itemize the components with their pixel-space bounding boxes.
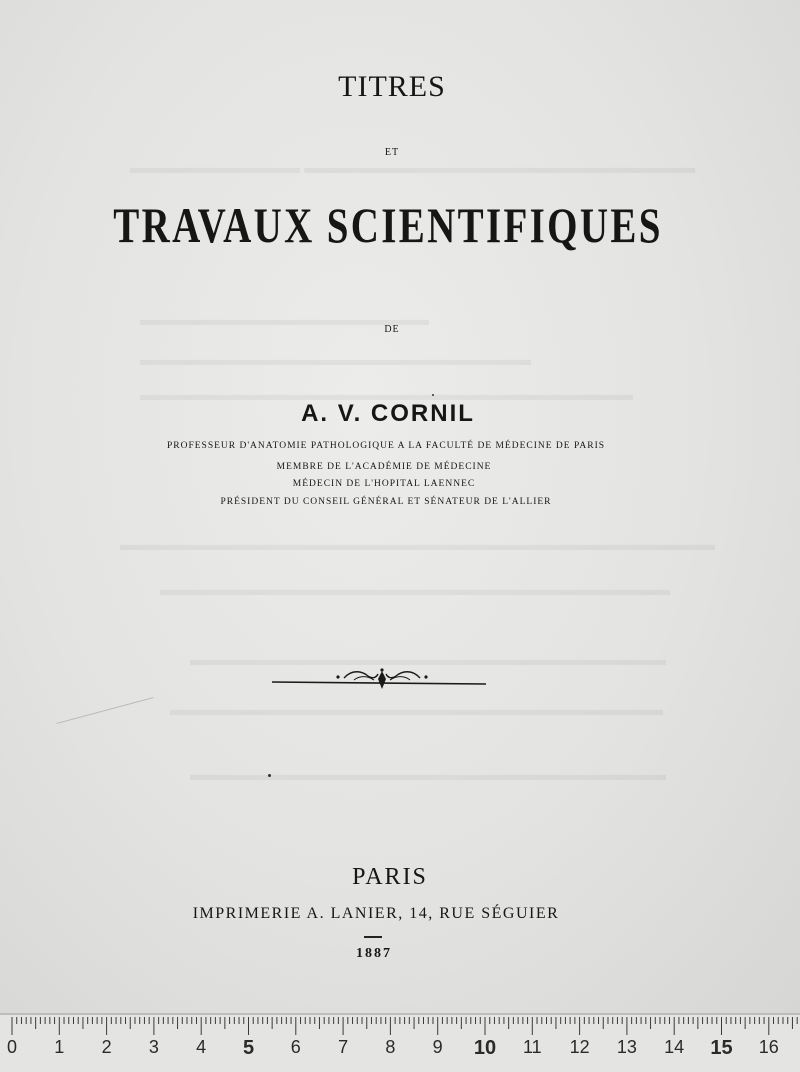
ruler-label: 12 <box>569 1037 590 1057</box>
ink-speck <box>268 774 271 777</box>
title-line-1: TITRES <box>338 70 446 103</box>
ruler-label: 16 <box>758 1037 779 1057</box>
ruler-label: 13 <box>616 1037 637 1057</box>
title-line-2: TRAVAUX SCIENTIFIQUES <box>113 197 663 253</box>
ruler-label: 2 <box>101 1037 112 1057</box>
publication-city: PARIS <box>352 864 428 890</box>
author-name: A. V. CORNIL <box>301 400 475 427</box>
ruler-label: 1 <box>54 1037 65 1057</box>
paper-scratch <box>57 697 154 724</box>
ruler-label: 11 <box>522 1037 542 1057</box>
ruler-label: 5 <box>242 1037 255 1059</box>
ruler-label: 9 <box>432 1037 443 1057</box>
preposition: DE <box>384 324 400 335</box>
ruler-label: 15 <box>710 1037 733 1059</box>
ornamental-divider-icon <box>270 665 490 695</box>
ruler-label: 14 <box>664 1037 685 1057</box>
separator-dash <box>364 936 382 938</box>
author-role: MEMBRE DE L'ACADÉMIE DE MÉDECINE <box>276 462 492 472</box>
ruler-label: 10 <box>473 1037 497 1059</box>
measuring-ruler <box>0 1013 800 1072</box>
conjunction: ET <box>384 147 400 158</box>
ruler-label: 7 <box>338 1037 349 1057</box>
ruler-label: 4 <box>196 1037 207 1057</box>
ruler-label: 3 <box>148 1037 159 1057</box>
ink-speck <box>432 394 434 396</box>
ruler-label: 8 <box>385 1037 396 1057</box>
printer-imprint: IMPRIMERIE A. LANIER, 14, RUE SÉGUIER <box>192 905 560 922</box>
author-role: MÉDECIN DE L'HOPITAL LAENNEC <box>292 479 476 489</box>
ruler-label: 6 <box>290 1037 301 1057</box>
author-role: PRÉSIDENT DU CONSEIL GÉNÉRAL ET SÉNATEUR DE L'ALLIER <box>220 497 552 507</box>
publication-year: 1887 <box>356 946 392 961</box>
author-role: PROFESSEUR D'ANATOMIE PATHOLOGIQUE A LA FACULTÉ DE MÉDECINE DE PARIS <box>166 441 606 451</box>
ruler-label: 0 <box>6 1037 18 1057</box>
